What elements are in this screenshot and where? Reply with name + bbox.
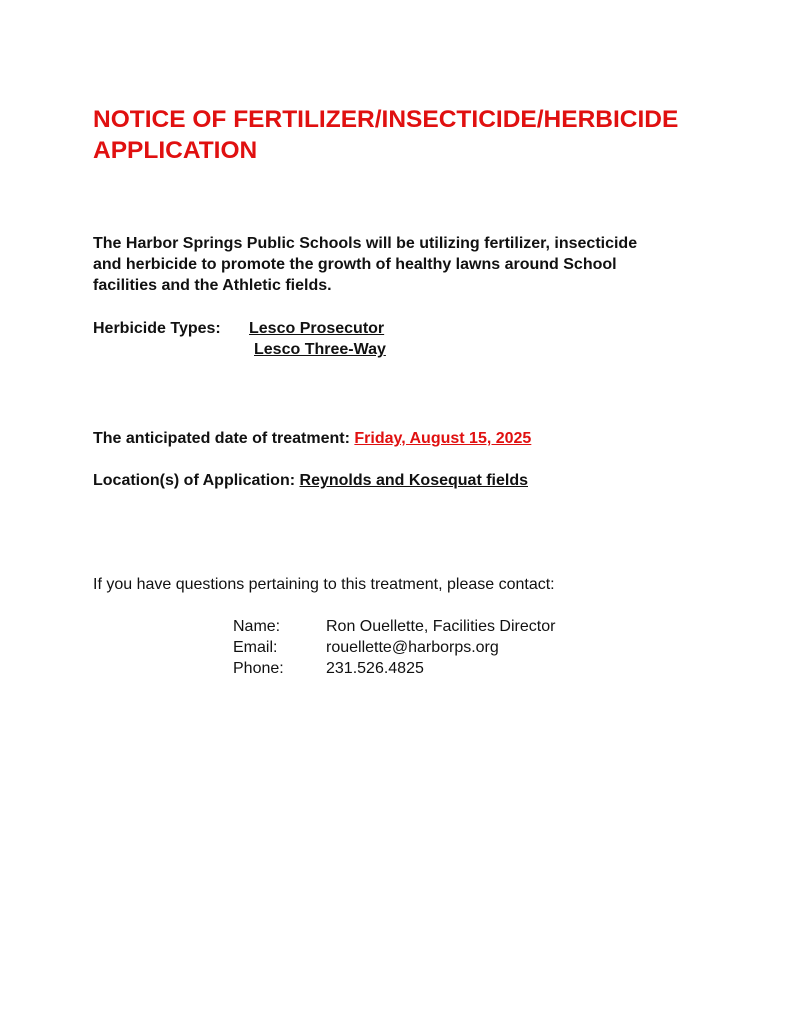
herbicide-type-item: Lesco Three-Way — [254, 341, 386, 358]
treatment-date-value: Friday, August 15, 2025 — [354, 430, 532, 447]
herbicide-types-label: Herbicide Types: — [93, 320, 221, 337]
notice-title-line-2: APPLICATION — [93, 137, 258, 164]
contact-name-row — [233, 616, 555, 637]
contact-phone-label: Phone: — [233, 660, 284, 677]
herbicide-type-item: Lesco Prosecutor — [249, 320, 385, 337]
contact-email-label: Email: — [233, 639, 278, 656]
contact-email-value: rouellette@harborps.org — [326, 639, 499, 656]
application-location-label: Location(s) of Application: — [93, 472, 296, 489]
contact-phone-row — [233, 658, 555, 679]
contact-block — [233, 616, 555, 679]
application-location-value: Reynolds and Kosequat fields — [299, 472, 528, 489]
treatment-date-label: The anticipated date of treatment: — [93, 430, 350, 447]
intro-line-2: and herbicide to promote the growth of healthy lawns around School — [93, 256, 617, 273]
contact-email-row — [233, 637, 555, 658]
notice-title-line-1: NOTICE OF FERTILIZER/INSECTICIDE/HERBICIDE — [93, 106, 679, 133]
contact-question: If you have questions pertaining to this treatment, please contact: — [93, 576, 555, 593]
contact-name-value: Ron Ouellette, Facilities Director — [326, 618, 556, 635]
contact-name-label: Name: — [233, 618, 281, 635]
contact-phone-value: 231.526.4825 — [326, 660, 424, 677]
intro-line-1: The Harbor Springs Public Schools will be utilizing fertilizer, insecticide — [93, 235, 638, 252]
application-location-row — [93, 470, 528, 491]
treatment-date-row — [93, 428, 531, 449]
intro-paragraph — [93, 233, 733, 296]
notice-title — [93, 104, 733, 166]
intro-line-3: facilities and the Athletic fields. — [93, 277, 332, 294]
